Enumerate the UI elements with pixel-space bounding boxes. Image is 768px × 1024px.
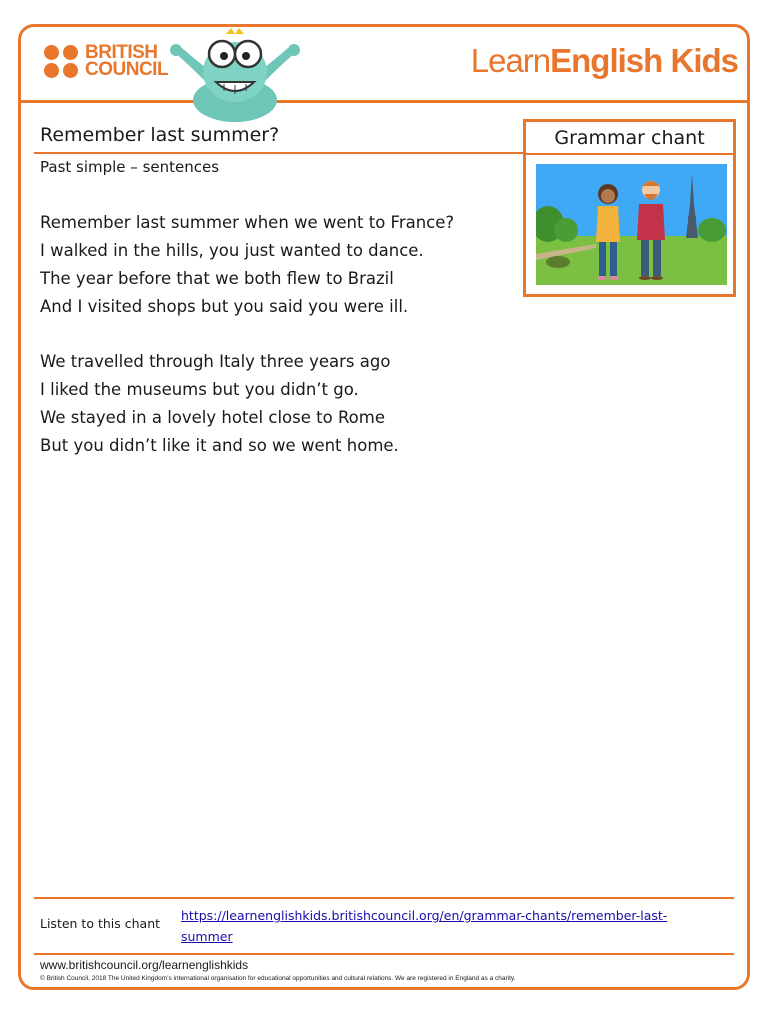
verse-line: The year before that we both flew to Brazil: [40, 269, 394, 288]
verse-line: I walked in the hills, you just wanted to dance.: [40, 241, 424, 260]
verse-1: [40, 209, 454, 321]
verse-line: And I visited shops but you said you were ill.: [40, 297, 409, 316]
logo-learn: Learn: [470, 42, 551, 79]
verse-line: We travelled through Italy three years ago: [40, 352, 391, 371]
listen-label: Listen to this chant: [40, 916, 161, 931]
title-divider: [34, 152, 524, 154]
monster-mascot-icon: [168, 24, 302, 122]
copyright-notice: © British Council, 2018 The United Kingdom’s international organisation for educational opportunities and cultural relations. We are registered in England as a charity.: [40, 975, 516, 982]
worksheet-title: Remember last summer?: [40, 124, 280, 146]
verse-2: [40, 348, 399, 460]
worksheet-subtitle: Past simple – sentences: [40, 158, 220, 176]
british-council-dots-icon: [44, 45, 79, 78]
british-council-logo: [44, 44, 168, 78]
footer-divider-bottom: [34, 953, 734, 955]
header-divider: [18, 100, 750, 103]
verse-line: We stayed in a lovely hotel close to Rome: [40, 408, 385, 427]
verse-line: But you didn’t like it and so we went home.: [40, 436, 399, 455]
logo-english-kids: English Kids: [550, 42, 738, 79]
paris-couple-illustration: [536, 164, 727, 285]
grammar-chant-panel: [523, 119, 736, 297]
british-council-line2: COUNCIL: [85, 59, 169, 80]
verse-line: Remember last summer when we went to France?: [40, 213, 455, 232]
verse-line: I liked the museums but you didn’t go.: [40, 380, 359, 399]
learn-english-kids-logo: [471, 42, 738, 80]
british-council-line1: BRITISH: [85, 42, 158, 63]
footer-divider-top: [34, 897, 734, 899]
grammar-chant-label: Grammar chant: [526, 122, 733, 155]
listen-link[interactable]: https://learnenglishkids.britishcouncil.org/en/grammar-chants/remember-last-summer: [181, 908, 668, 944]
website-url: www.britishcouncil.org/learnenglishkids: [40, 958, 249, 972]
